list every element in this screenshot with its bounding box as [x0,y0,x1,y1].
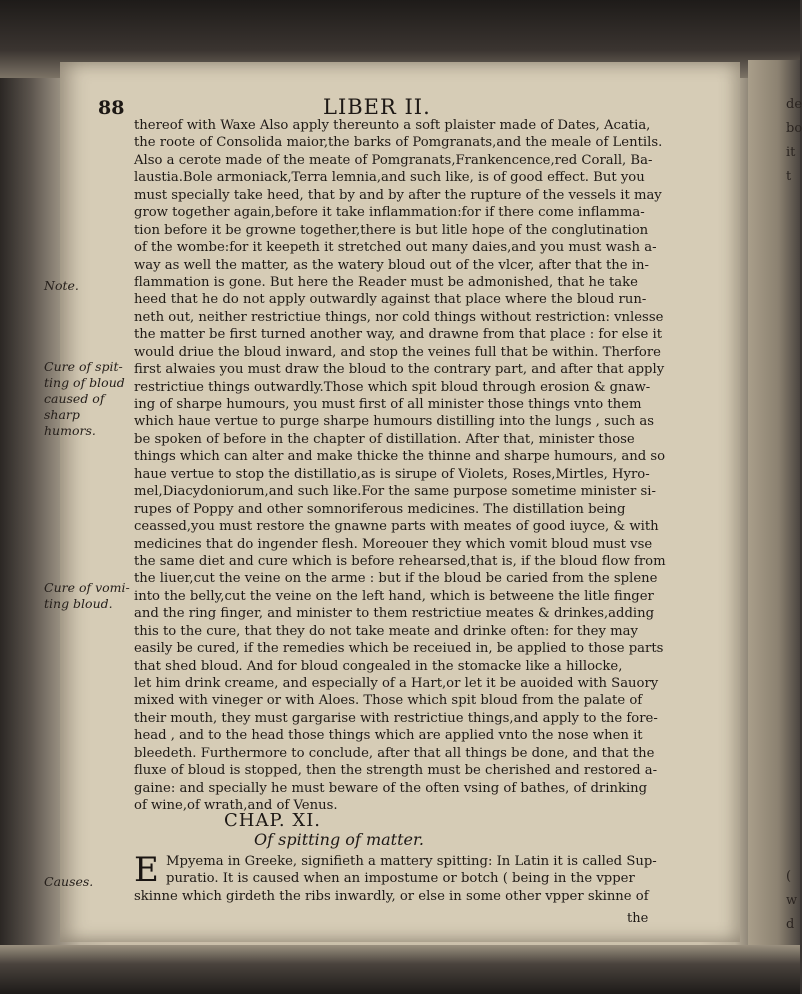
chapter-body [134,850,657,905]
text-line: let him drink creame, and especially of a Hart,or let it be auoided with Sauory [134,676,659,691]
text-line: things which can alter and make thicke the thinne and sharpe humours, and so [134,449,666,465]
text-line: which haue vertue to purge sharpe humours distilling into the lungs , such as [134,414,655,430]
text-line: and the ring finger, and minister to them restrictiue meates & drinkes,adding [134,606,655,622]
text-line: ing of sharpe humours, you must first of all minister those things vnto them [134,397,642,412]
text-line: medicines that do ingender flesh. Moreouer they which vomit bloud must vse [134,536,653,552]
text-line: would driue the bloud inward, and stop the veines full that be within. Therfore [134,344,661,360]
chapter-subtitle: Of spitting of matter. [254,830,424,849]
text-line: skinne which girdeth the ribs inwardly, or else in some other vpper skinne of [134,888,649,904]
text-line: neth out, neither restrictiue things, nor cold things without restriction: vnlesse [134,309,664,325]
margin-note-cure-spitting [44,359,134,439]
text-line: easily be cured, if the remedies which be receiued in, be applied to those parts [134,641,664,657]
text-line: rupes of Poppy and other somnoriferous medicines. The distillation being [134,501,626,517]
text-line: Also a cerote made of the meate of Pomgranats,Frankencence,red Corall, Ba- [134,152,653,168]
margin-note-line: ting bloud. [44,596,113,611]
text-line: fluxe of bloud is stopped, then the strength must be cherished and restored a- [134,763,658,779]
text-line: bleedeth. Furthermore to conclude, after that all things be done, and that the [134,745,655,761]
text-line: the roote of Consolida maior,the barks of Pomgranats,and the meale of Lentils. [134,135,663,151]
text-line: must specially take heed, that by and by after the rupture of the vessels it may [134,187,662,203]
text-line: laustia.Bole armoniack,Terra lemnia,and such like, is of good effect. But you [134,170,645,186]
facing-page-fragment: bo [786,121,802,136]
text-line: into the belly,cut the veine on the left hand, which is betweene the litle finger [134,588,654,604]
margin-note-line: Cure of spit- [44,359,123,374]
text-line: first alwaies you must draw the bloud to the contrary part, and after that apply [134,362,665,378]
facing-page-fragment: w [786,893,798,908]
text-line: be spoken of before in the chapter of distillation. After that, minister those [134,431,635,447]
text-line: ceassed,you must restore the gnawne parts with meates of good iuyce, & with [134,519,659,535]
facing-page-fragment: it [786,145,796,160]
margin-note-line: caused of [44,391,105,406]
margin-note-line: Cure of vomi- [44,580,130,595]
text-line: of wine,of wrath,and of Venus. [134,798,338,814]
text-line: head , and to the head those things which are applied vnto the nose when it [134,728,643,744]
margin-note-line: Note. [44,278,79,293]
text-line: way as well the matter, as the watery bloud out of the vlcer, after that the in- [134,257,649,273]
text-line: haue vertue to stop the distillatio,as is sirupe of Violets, Roses,Mirtles, Hyro- [134,466,650,482]
text-line: heed that he do not apply outwardly against that place where the bloud run- [134,292,647,308]
body-text [134,117,666,815]
drop-cap: E [134,850,159,890]
text-line: flammation is gone. But here the Reader must be admonished, that he take [134,274,638,290]
text-line: puratio. It is caused when an impostume or botch ( being in the vpper [166,871,635,887]
text-line: tion before it be growne together,there is but litle hope of the conglutination [134,222,649,238]
catchword: the [627,911,649,926]
text-line: grow together again,before it take inflammation:for if there come inflamma- [134,205,645,221]
text-line: gaine: and specially he must beware of the often vsing of bathes, of drinking [134,780,648,796]
margin-note-line: ting of bloud [44,375,125,390]
text-line: the liuer,cut the veine on the arme : but if the bloud be caried from the splene [134,571,658,587]
text-line: thereof with Waxe Also apply thereunto a soft plaister made of Dates, Acatia, [134,118,651,133]
chapter-heading: CHAP. XI. [224,810,322,831]
text-line: mel,Diacydoniorum,and such like.For the same purpose sometime minister si- [134,484,656,500]
text-line: restrictiue things outwardly.Those which spit bloud through erosion & gnaw- [134,379,651,395]
margin-note-line: sharp humors. [44,407,96,438]
text-line: Mpyema in Greeke, signifieth a mattery spitting: In Latin it is called Sup- [166,854,657,869]
margin-note-line: Causes. [44,874,94,889]
margin-note-cure-vomiting [44,580,134,612]
facing-page-fragment: ( [786,869,792,884]
text-line: mixed with vineger or with Aloes. Those which spit bloud from the palate of [134,693,643,709]
facing-page-edge [748,60,800,950]
margin-note-causes [44,874,134,890]
text-line: this to the cure, that they do not take meate and drinke often: for they may [134,623,638,639]
text-line: of the wombe:for it keepeth it stretched out many daies,and you must wash a- [134,240,657,256]
text-line: the same diet and cure which is before rehearsed,that is, if the bloud flow from [134,553,666,569]
margin-note-note [44,278,134,294]
text-line: their mouth, they must gargarise with restrictiue things,and apply to the fore- [134,710,658,726]
text-line: the matter be first turned another way, and drawne from that place : for else it [134,327,663,343]
facing-page-fragment: t [786,169,792,184]
text-line: that shed bloud. And for bloud congealed in the stomacke like a hillocke, [134,658,623,674]
facing-page-fragment: de [786,97,802,112]
page-number: 88 [98,97,125,119]
running-head: LIBER II. [323,95,431,119]
facing-page-fragment: d [786,917,795,932]
bottom-dark-band [0,945,800,994]
